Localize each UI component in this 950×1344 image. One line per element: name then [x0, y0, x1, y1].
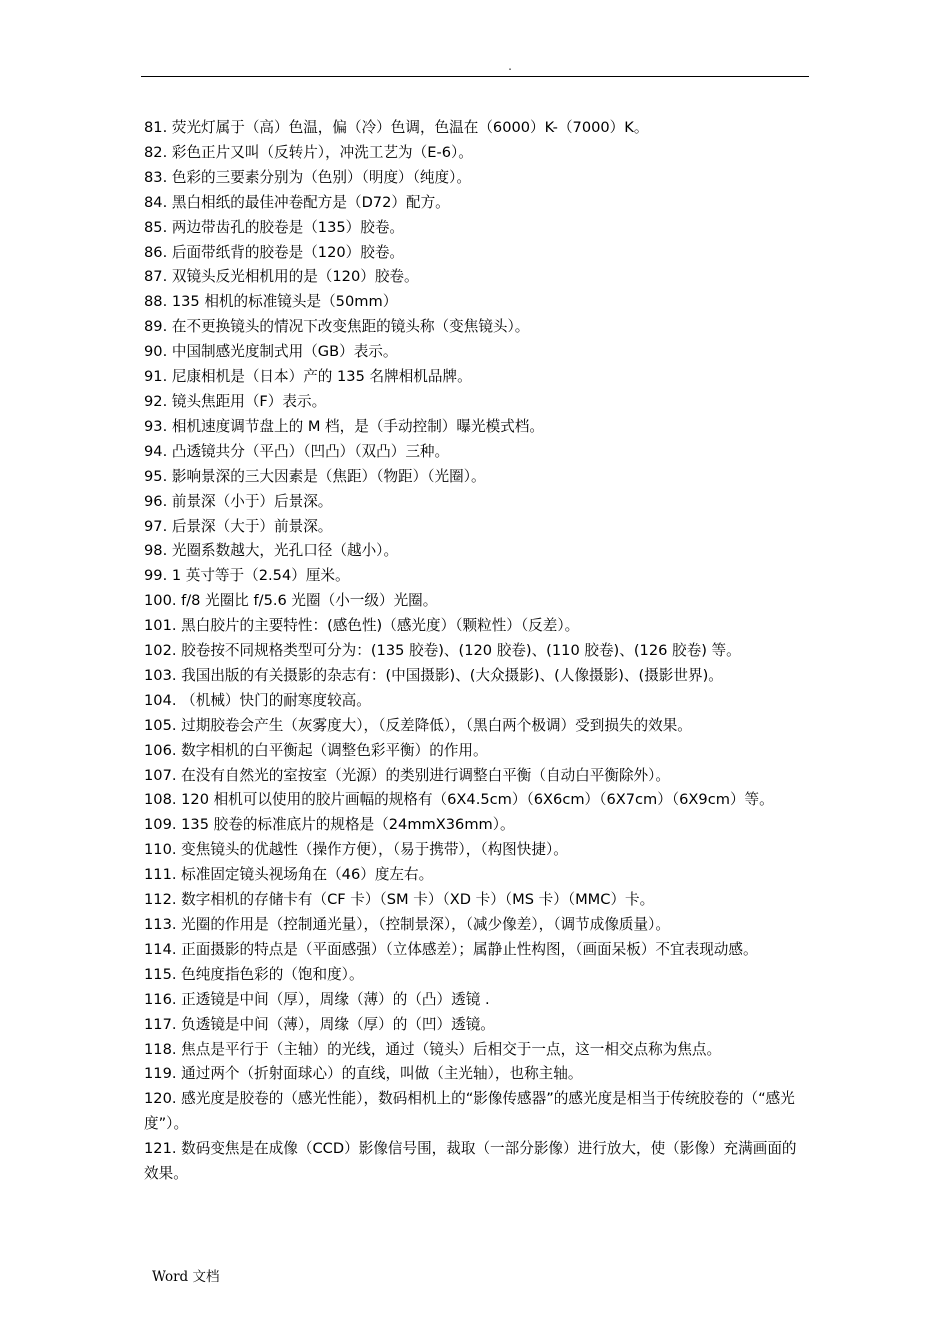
question-item: 121. 数码变焦是在成像（CCD）影像信号围，裁取（一部分影像）进行放大，使（影像）充满画面的效果。 [144, 1140, 797, 1183]
question-item: 81. 荧光灯属于（高）色温，偏（冷）色调，色温在（6000）K-（7000）K。 [144, 119, 649, 136]
question-item: 94. 凸透镜共分（平凸）（凹凸）（双凸）三种。 [144, 442, 450, 460]
question-item: 104. （机械）快门的耐寒度较高。 [144, 691, 371, 709]
question-item: 107. 在没有自然光的室按室（光源）的类别进行调整白平衡（自动白平衡除外）。 [144, 766, 671, 784]
question-item: 102. 胶卷按不同规格类型可分为：(135 胶卷)、(120 胶卷)、(110 胶卷)、(126 胶卷) 等。 [144, 642, 741, 660]
question-item: 106. 数字相机的白平衡起（调整色彩平衡）的作用。 [144, 741, 488, 759]
question-item: 101. 黑白胶片的主要特性：(感色性)（感光度）（颗粒性）（反差）。 [144, 617, 580, 635]
question-item: 108. 120 相机可以使用的胶片画幅的规格有（6X4.5cm）（6X6cm）（6X7cm）（6X9cm）等。 [144, 791, 774, 809]
question-item: 115. 色纯度指色彩的（饱和度）。 [144, 965, 364, 983]
question-item: 110. 变焦镜头的优越性（操作方便），（易于携带），（构图快捷）。 [144, 841, 568, 859]
question-item: 103. 我国出版的有关摄影的杂志有：(中国摄影)、(大众摄影)、(人像摄影)、(摄影世界)。 [144, 666, 723, 684]
question-item: 99. 1 英寸等于（2.54）厘米。 [144, 567, 350, 585]
question-item: 117. 负透镜是中间（薄），周缘（厚）的（凹）透镜。 [144, 1015, 495, 1033]
question-item: 87. 双镜头反光相机用的是（120）胶卷。 [144, 268, 419, 286]
question-item: 86. 后面带纸背的胶卷是（120）胶卷。 [144, 243, 405, 261]
question-item: 91. 尼康相机是（日本）产的 135 名牌相机品牌。 [144, 368, 472, 386]
question-item: 82. 彩色正片又叫（反转片），冲洗工艺为（E-6）。 [144, 143, 473, 161]
question-item: 119. 通过两个（折射面球心）的直线，叫做（主光轴），也称主轴。 [144, 1065, 583, 1083]
document-body [144, 116, 810, 1187]
question-item: 95. 影响景深的三大因素是（焦距）（物距）（光圈）。 [144, 467, 486, 485]
question-item: 84. 黑白相纸的最佳冲卷配方是（D72）配方。 [144, 193, 450, 211]
question-item: 83. 色彩的三要素分别为（色别）（明度）（纯度）。 [144, 168, 472, 186]
question-item: 88. 135 相机的标准镜头是（50mm） [144, 293, 398, 311]
question-item: 90. 中国制感光度制式用（GB）表示。 [144, 343, 398, 361]
header-mark: . [508, 59, 512, 73]
question-item: 109. 135 胶卷的标准底片的规格是（24mmX36mm）。 [144, 816, 515, 834]
question-item: 96. 前景深（小于）后景深。 [144, 492, 333, 510]
question-item: 93. 相机速度调节盘上的 M 档，是（手动控制）曝光模式档。 [144, 417, 544, 435]
question-item: 113. 光圈的作用是（控制通光量），（控制景深），（减少像差），（调节成像质量）。 [144, 916, 671, 933]
question-item: 100. f/8 光圈比 f/5.6 光圈（小一级）光圈。 [144, 592, 438, 610]
page-footer: Word 文档 [152, 1269, 220, 1285]
question-item: 111. 标准固定镜头视场角在（46）度左右。 [144, 866, 434, 884]
question-item: 92. 镜头焦距用（F）表示。 [144, 392, 327, 410]
question-item: 97. 后景深（大于）前景深。 [144, 517, 333, 535]
question-item: 98. 光圈系数越大，光孔口径（越小）。 [144, 542, 399, 560]
question-item: 120. 感光度是胶卷的（感光性能），数码相机上的“影像传感器”的感光度是相当于传统胶卷的（“感光度”）。 [144, 1090, 795, 1133]
question-item: 118. 焦点是平行于（主轴）的光线，通过（镜头）后相交于一点，这一相交点称为焦点。 [144, 1040, 722, 1058]
question-item: 89. 在不更换镜头的情况下改变焦距的镜头称（变焦镜头）。 [144, 318, 530, 336]
header-rule [141, 76, 809, 77]
question-item: 114. 正面摄影的特点是（平面感强）（立体感差）；属静止性构图，（画面呆板）不宜表现动感。 [144, 940, 758, 958]
question-item: 112. 数字相机的存储卡有（CF 卡）（SM 卡）（XD 卡）（MS 卡）（MMC）卡。 [144, 891, 655, 909]
question-item: 85. 两边带齿孔的胶卷是（135）胶卷。 [144, 218, 405, 236]
question-item: 116. 正透镜是中间（厚），周缘（薄）的（凸）透镜 . [144, 990, 490, 1008]
question-item: 105. 过期胶卷会产生（灰雾度大），（反差降低），（黑白两个极调）受到损失的效果。 [144, 716, 692, 734]
